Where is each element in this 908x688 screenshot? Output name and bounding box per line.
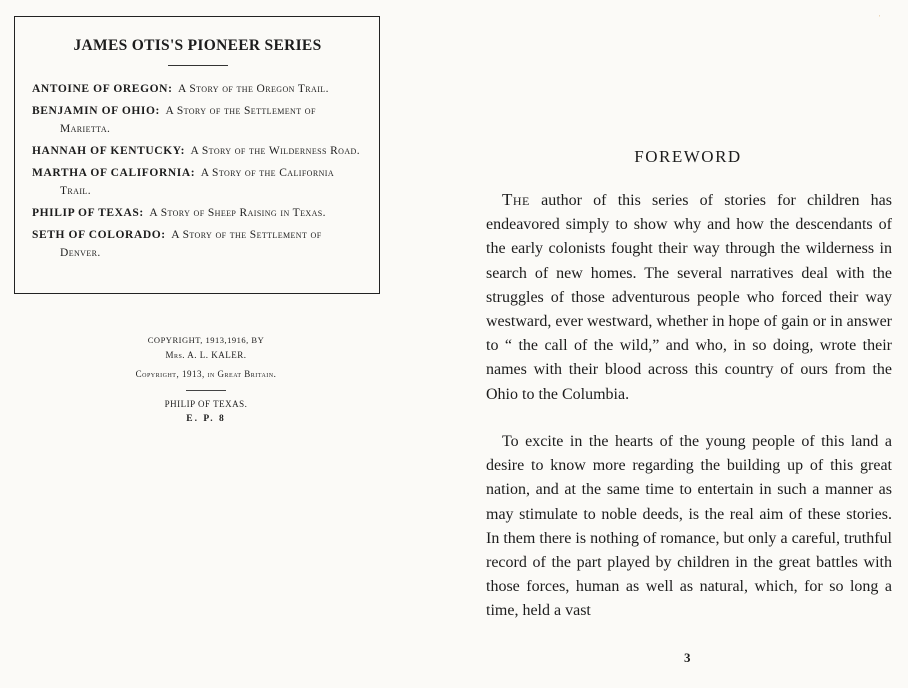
edition-title: PHILIP OF TEXAS. [164,399,248,409]
edition-code: E. P. 8 [186,414,226,424]
book-entry [32,142,363,160]
book-entry [32,204,363,222]
book-subtitle: A Story of the California Trail. [60,167,335,197]
page-number: 3 [684,650,691,665]
left-page [0,0,450,688]
foreword-paragraph [486,430,892,624]
book-title: SETH OF COLORADO: [32,229,166,241]
series-box [14,16,380,294]
book-subtitle: A Story of the Wilderness Road. [190,145,360,157]
lead-word: The [502,190,530,209]
book-entry [32,102,363,138]
copyright-line: COPYRIGHT, 1913,1916, BY [147,335,265,345]
title-rule [168,65,228,66]
book-title: BENJAMIN OF OHIO: [32,105,160,117]
book-subtitle: A Story of Sheep Raising in Texas. [149,207,326,219]
paragraph-text: author of this series of stories for children has endeavored simply to show why and how the descendants of the early colonists fought their way through the wilderness in search of new homes. The several narratives deal with the struggles of those adventurous people who forced their way westward, ever westward, whether in hope of gain or in answer to “ the call of the wild,” and who, in so doing, wrote their names with their blood across this country of ours from the Ohio to the Columbia. [486,192,892,403]
book-entry [32,80,363,98]
book-title: PHILIP OF TEXAS: [32,207,144,219]
book-subtitle: A Story of the Settlement of Marietta. [60,105,316,135]
book-title: HANNAH OF KENTUCKY: [32,145,186,157]
book-title: MARTHA OF CALIFORNIA: [32,167,196,179]
series-title: JAMES OTIS'S PIONEER SERIES [73,37,322,54]
copyright-owner: Mrs. A. L. KALER. [165,350,247,360]
book-title: ANTOINE OF OREGON: [32,83,173,95]
copyright-britain: Copyright, 1913, in Great Britain. [135,369,277,379]
copyright-block [100,333,312,427]
right-page [450,0,908,688]
foreword-heading: FOREWORD [634,147,742,166]
copyright-rule [186,390,226,391]
paragraph-text: To excite in the hearts of the young people of this land a desire to know more regarding the building up of this great nation, and at the same time to entertain in such a manner as may stimulate to noble deeds, is the real aim of these stories. In them there is nothing of romance, but only a careful, truthful record of the part played by children in the great battles with those forces, human as well as natural, which, for so long a time, held a vast [486,433,892,620]
book-subtitle: A Story of the Settlement of Denver. [60,229,322,259]
book-subtitle: A Story of the Oregon Trail. [178,83,329,95]
book-entry [32,226,363,262]
book-entry [32,164,363,200]
corner-mark: ˈ [878,14,881,23]
foreword-paragraph [486,188,892,407]
